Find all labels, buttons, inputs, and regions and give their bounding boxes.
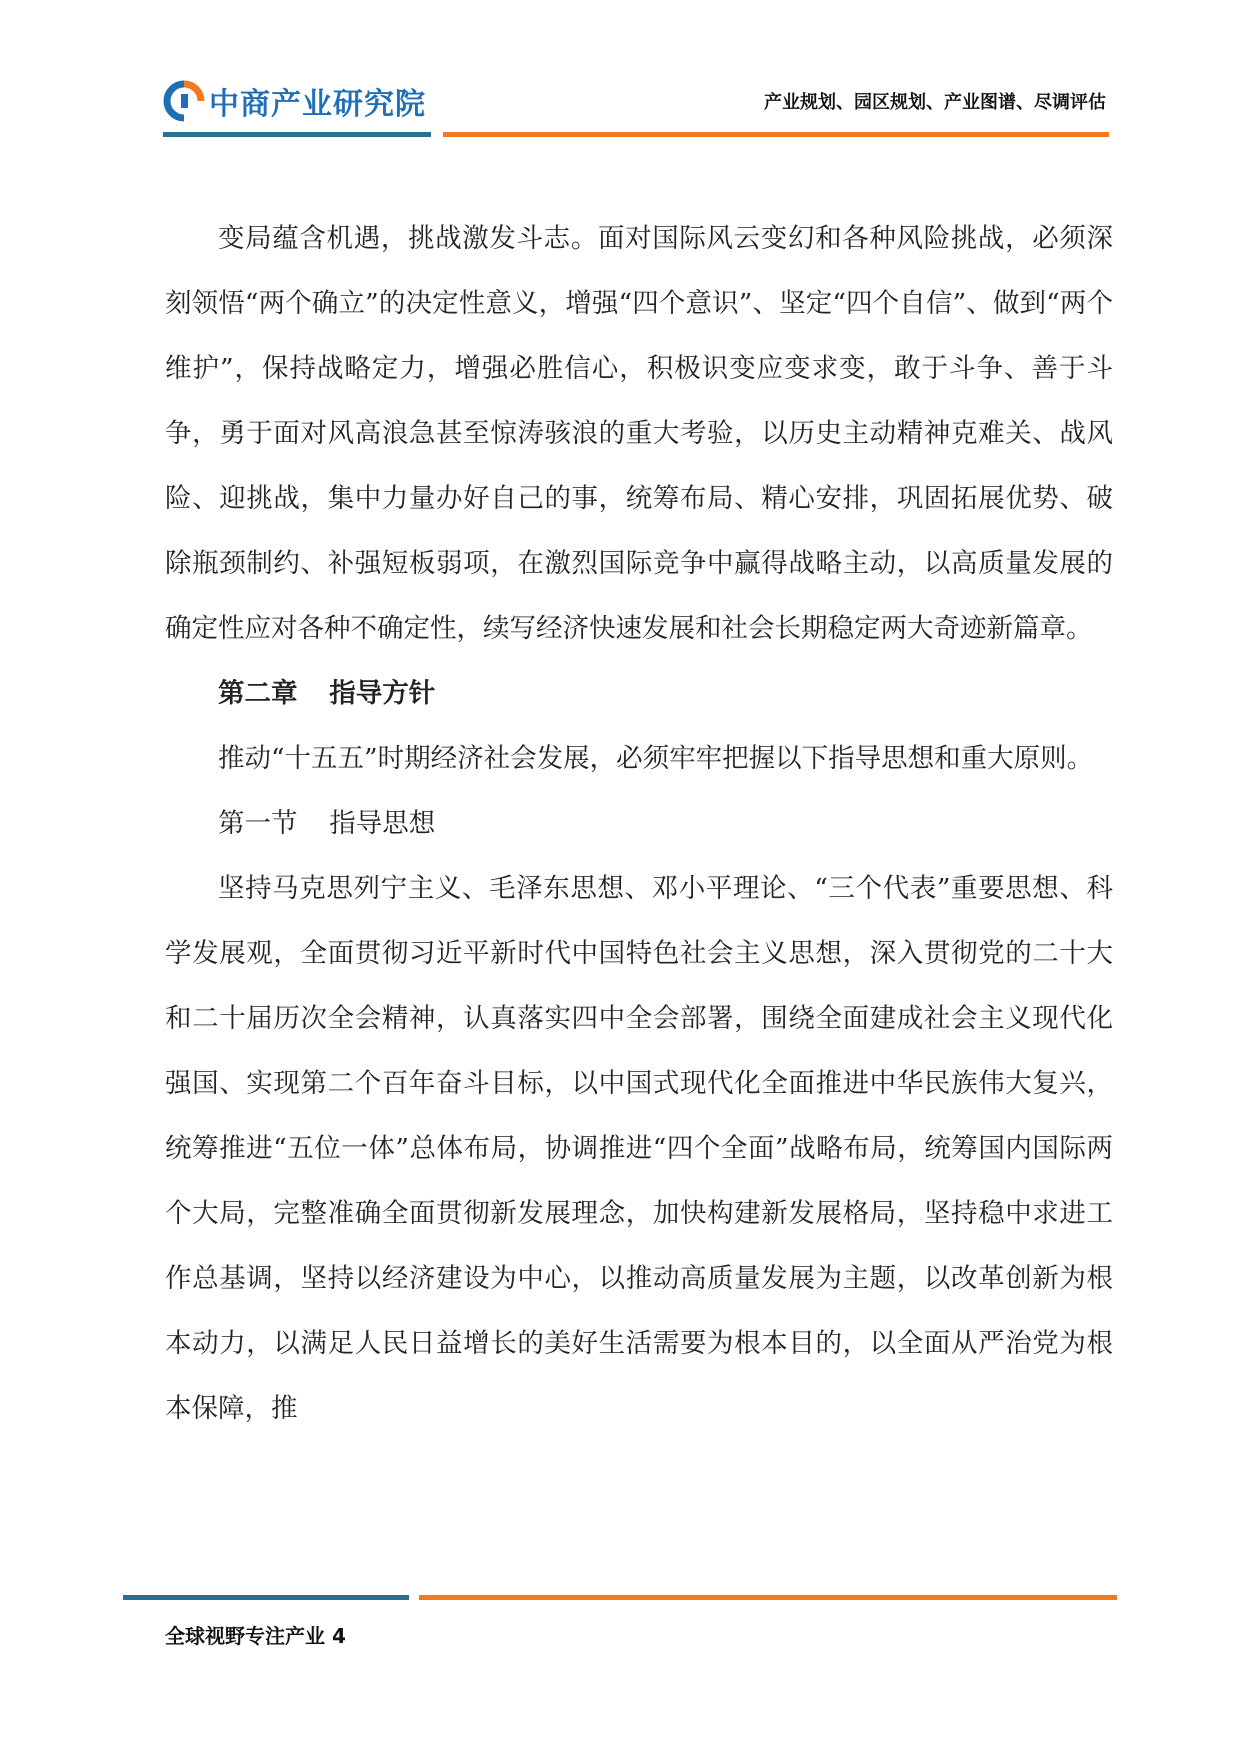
page-footer bbox=[165, 1620, 346, 1649]
body-paragraph: 坚持马克思列宁主义、毛泽东思想、邓小平理论、“三个代表”重要思想、科学发展观，全面贯彻习近平新时代中国特色社会主义思想，深入贯彻党的二十大和二十届历次全会精神，认真落实四中全会部署，围绕全面建成社会主义现代化强国、实现第二个百年奋斗目标，以中国式现代化全面推进中华民族伟大复兴，统筹推进“五位一体”总体布局，协调推进“四个全面”战略布局，统筹国内国际两个大局，完整准确全面贯彻新发展理念，加快构建新发展格局，坚持稳中求进工作总基调，坚持以经济建设为中心，以推动高质量发展为主题，以改革创新为根本动力，以满足人民日益增长的美好生活需要为根本目的，以全面从严治党为根本保障，推 bbox=[165, 873, 1113, 1424]
logo-text: 中商产业研究院 bbox=[209, 87, 426, 122]
header-tagline: 产业规划、园区规划、产业图谱、尽调评估 bbox=[764, 92, 1106, 113]
header-rule-orange bbox=[443, 132, 1109, 137]
chapter-title: 指导方针 bbox=[329, 678, 436, 709]
page-header bbox=[163, 74, 1110, 144]
logo-icon bbox=[163, 80, 205, 122]
footer-rule-orange bbox=[419, 1595, 1117, 1600]
company-logo bbox=[163, 78, 426, 124]
page-number: 4 bbox=[331, 1624, 346, 1648]
chapter-heading bbox=[165, 661, 1113, 726]
body-paragraph: 推动“十五五”时期经济社会发展，必须牢牢把握以下指导思想和重大原则。 bbox=[218, 743, 1094, 774]
footer-rule-blue bbox=[123, 1595, 409, 1600]
header-rule-blue bbox=[163, 132, 431, 137]
section-title: 指导思想 bbox=[329, 808, 436, 839]
footer-slogan: 全球视野专注产业 bbox=[165, 1624, 325, 1648]
document-body bbox=[165, 206, 1113, 1441]
section-number: 第一节 bbox=[218, 808, 298, 839]
section-heading bbox=[165, 791, 1113, 856]
chapter-number: 第二章 bbox=[218, 678, 298, 709]
body-paragraph: 变局蕴含机遇，挑战激发斗志。面对国际风云变幻和各种风险挑战，必须深刻领悟“两个确立”的决定性意义，增强“四个意识”、坚定“四个自信”、做到“两个维护”，保持战略定力，增强必胜信心，积极识变应变求变，敢于斗争、善于斗争，勇于面对风高浪急甚至惊涛骇浪的重大考验，以历史主动精神克难关、战风险、迎挑战，集中力量办好自己的事，统筹布局、精心安排，巩固拓展优势、破除瓶颈制约、补强短板弱项，在激烈国际竞争中赢得战略主动，以高质量发展的确定性应对各种不确定性，续写经济快速发展和社会长期稳定两大奇迹新篇章。 bbox=[165, 223, 1113, 644]
